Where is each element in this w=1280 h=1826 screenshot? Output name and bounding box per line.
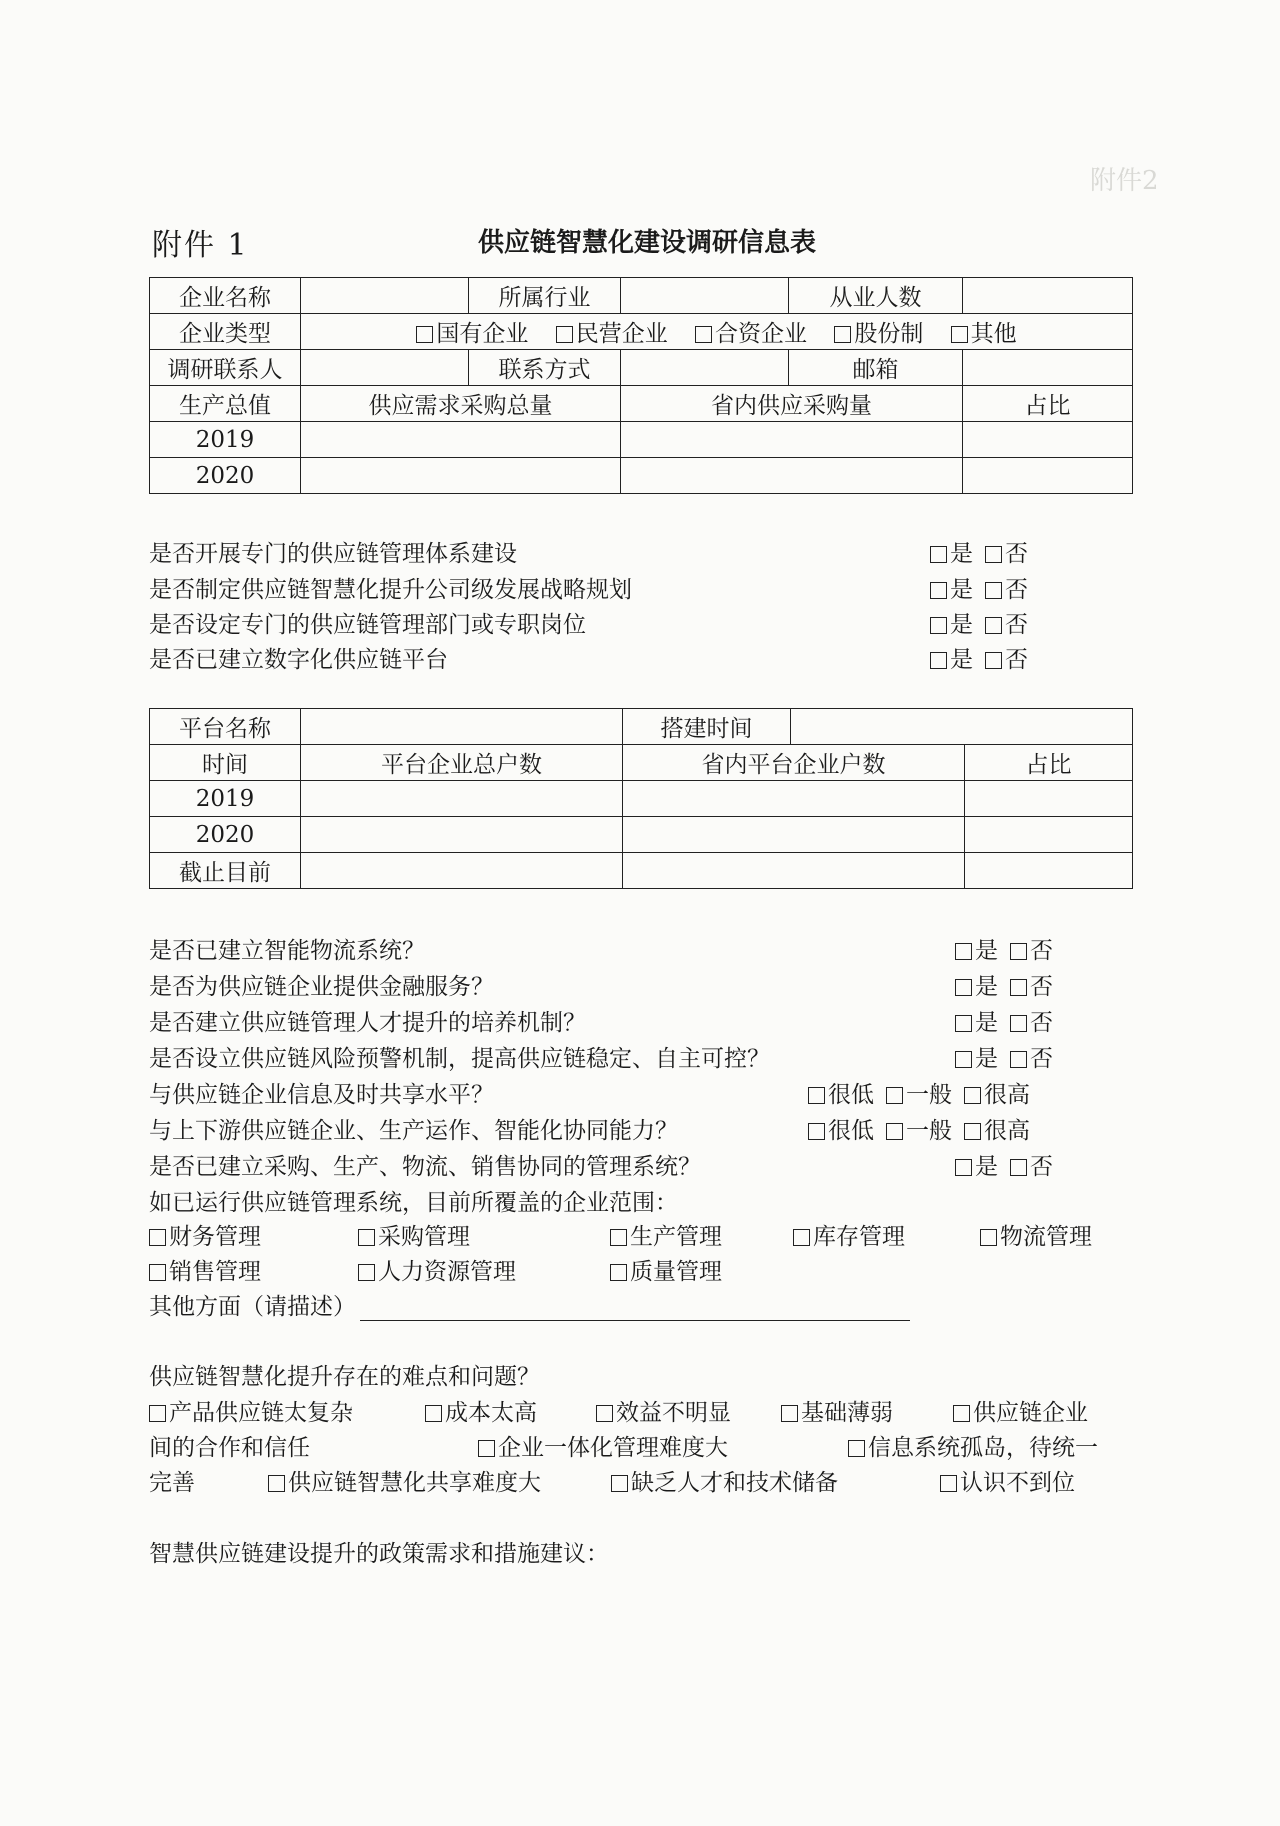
option-no[interactable]: 否 bbox=[1010, 938, 1053, 964]
checkbox-icon[interactable] bbox=[425, 1405, 442, 1422]
employees-field[interactable] bbox=[963, 278, 1133, 314]
checkbox-icon[interactable] bbox=[930, 582, 947, 599]
answer-group bbox=[930, 535, 1028, 568]
platform-ratio-cell[interactable] bbox=[965, 853, 1133, 889]
platform-province-label: 省内平台企业户数 bbox=[623, 745, 965, 781]
province-purchase-2019[interactable] bbox=[621, 422, 963, 458]
answer-group bbox=[955, 1148, 1053, 1181]
company-name-field[interactable] bbox=[301, 278, 469, 314]
total-purchase-label: 供应需求采购总量 bbox=[301, 386, 621, 422]
checkbox-icon[interactable] bbox=[955, 1159, 972, 1176]
email-field[interactable] bbox=[963, 350, 1133, 386]
checkbox-icon[interactable] bbox=[1010, 943, 1027, 960]
checkbox-icon[interactable] bbox=[886, 1123, 903, 1140]
difficulty-option-info-silo[interactable]: 信息系统孤岛，待统一 bbox=[848, 1429, 1098, 1462]
option-yes[interactable]: 是 bbox=[955, 974, 998, 1000]
company-type-label: 企业类型 bbox=[150, 314, 301, 350]
checkbox-icon[interactable] bbox=[985, 546, 1002, 563]
answer-group bbox=[930, 571, 1028, 604]
difficulty-option-foundation[interactable]: 基础薄弱 bbox=[781, 1394, 893, 1427]
province-purchase-label: 省内供应采购量 bbox=[621, 386, 963, 422]
option-no[interactable]: 否 bbox=[1010, 1046, 1053, 1072]
email-label: 邮箱 bbox=[789, 350, 963, 386]
question-mgmt-system-coord: 是否已建立采购、生产、物流、销售协同的管理系统？ bbox=[149, 1154, 701, 1180]
coverage-option-purchasing[interactable]: 采购管理 bbox=[358, 1218, 470, 1251]
checkbox-icon[interactable] bbox=[149, 1405, 166, 1422]
checkbox-icon[interactable] bbox=[610, 1264, 627, 1281]
coverage-option-hr[interactable]: 人力资源管理 bbox=[358, 1253, 516, 1286]
option-very-low[interactable]: 很低 bbox=[808, 1118, 874, 1144]
checkbox-icon[interactable] bbox=[834, 326, 851, 343]
row-label: 截止目前 bbox=[150, 853, 301, 889]
coverage-option-finance[interactable]: 财务管理 bbox=[149, 1218, 261, 1251]
checkbox-icon[interactable] bbox=[980, 1229, 997, 1246]
difficulty-question: 供应链智慧化提升存在的难点和问题？ bbox=[149, 1364, 540, 1390]
difficulty-option-complex[interactable]: 产品供应链太复杂 bbox=[149, 1394, 353, 1427]
question-strategy: 是否制定供应链智慧化提升公司级发展战略规划 bbox=[149, 577, 632, 603]
option-yes[interactable]: 是 bbox=[930, 612, 973, 638]
checkbox-icon[interactable] bbox=[930, 546, 947, 563]
answer-group bbox=[808, 1112, 1030, 1145]
answer-group bbox=[808, 1076, 1030, 1109]
platform-province-cell[interactable] bbox=[623, 781, 965, 817]
total-purchase-2019[interactable] bbox=[301, 422, 621, 458]
option-no[interactable]: 否 bbox=[985, 647, 1028, 673]
option-very-low[interactable]: 很低 bbox=[808, 1082, 874, 1108]
checkbox-icon[interactable] bbox=[611, 1475, 628, 1492]
option-very-high[interactable]: 很高 bbox=[964, 1118, 1030, 1144]
platform-province-cell[interactable] bbox=[623, 817, 965, 853]
policy-answer-area[interactable] bbox=[149, 1575, 1129, 1755]
ratio-2019[interactable] bbox=[963, 422, 1133, 458]
question-talent: 是否建立供应链管理人才提升的培养机制？ bbox=[149, 1010, 586, 1036]
difficulty-option-talent[interactable]: 缺乏人才和技术储备 bbox=[611, 1464, 838, 1497]
checkbox-icon[interactable] bbox=[886, 1087, 903, 1104]
coverage-option-sales[interactable]: 销售管理 bbox=[149, 1253, 261, 1286]
platform-province-cell[interactable] bbox=[623, 853, 965, 889]
checkbox-icon[interactable] bbox=[940, 1475, 957, 1492]
platform-total-label: 平台企业总户数 bbox=[301, 745, 623, 781]
time-label: 时间 bbox=[150, 745, 301, 781]
coverage-option-production[interactable]: 生产管理 bbox=[610, 1218, 722, 1251]
type-option-jv[interactable]: 合资企业 bbox=[695, 315, 807, 348]
checkbox-icon[interactable] bbox=[695, 326, 712, 343]
ratio-2020[interactable] bbox=[963, 458, 1133, 494]
platform-name-field[interactable] bbox=[301, 709, 623, 745]
answer-group bbox=[955, 1004, 1053, 1037]
checkbox-icon[interactable] bbox=[808, 1123, 825, 1140]
checkbox-icon[interactable] bbox=[985, 617, 1002, 634]
checkbox-icon[interactable] bbox=[955, 1015, 972, 1032]
difficulty-option-info-silo-cont: 完善 bbox=[149, 1470, 195, 1496]
difficulty-option-integration[interactable]: 企业一体化管理难度大 bbox=[478, 1429, 728, 1462]
policy-question: 智慧供应链建设提升的政策需求和措施建议： bbox=[149, 1541, 609, 1567]
checkbox-icon[interactable] bbox=[955, 943, 972, 960]
platform-total-cell[interactable] bbox=[301, 853, 623, 889]
option-no[interactable]: 否 bbox=[1010, 1154, 1053, 1180]
company-type-options bbox=[301, 314, 1133, 350]
platform-name-label: 平台名称 bbox=[150, 709, 301, 745]
contact-person-label: 调研联系人 bbox=[150, 350, 301, 386]
option-yes[interactable]: 是 bbox=[955, 1154, 998, 1180]
difficulty-option-sharing[interactable]: 供应链智慧化共享难度大 bbox=[268, 1464, 541, 1497]
industry-field[interactable] bbox=[621, 278, 789, 314]
output-label: 生产总值 bbox=[150, 386, 301, 422]
option-yes[interactable]: 是 bbox=[930, 577, 973, 603]
platform-total-cell[interactable] bbox=[301, 781, 623, 817]
question-finance: 是否为供应链企业提供金融服务？ bbox=[149, 974, 494, 1000]
checkbox-icon[interactable] bbox=[478, 1440, 495, 1457]
checkbox-icon[interactable] bbox=[1010, 979, 1027, 996]
platform-table bbox=[149, 708, 1133, 889]
option-no[interactable]: 否 bbox=[1010, 974, 1053, 1000]
build-time-field[interactable] bbox=[791, 709, 1133, 745]
checkbox-icon[interactable] bbox=[951, 326, 968, 343]
total-purchase-2020[interactable] bbox=[301, 458, 621, 494]
option-yes[interactable]: 是 bbox=[955, 938, 998, 964]
option-average[interactable]: 一般 bbox=[886, 1118, 952, 1144]
type-option-shareholding[interactable]: 股份制 bbox=[834, 315, 923, 348]
attachment-label: 附件 1 bbox=[152, 228, 249, 263]
contact-method-field[interactable] bbox=[621, 350, 789, 386]
platform-ratio-cell[interactable] bbox=[965, 781, 1133, 817]
checkbox-icon[interactable] bbox=[953, 1405, 970, 1422]
checkbox-icon[interactable] bbox=[358, 1229, 375, 1246]
type-option-state[interactable]: 国有企业 bbox=[416, 315, 528, 348]
checkbox-icon[interactable] bbox=[985, 652, 1002, 669]
option-yes[interactable]: 是 bbox=[955, 1010, 998, 1036]
checkbox-icon[interactable] bbox=[1010, 1051, 1027, 1068]
answer-group bbox=[930, 606, 1028, 639]
option-no[interactable]: 否 bbox=[1010, 1010, 1053, 1036]
build-time-label: 搭建时间 bbox=[623, 709, 791, 745]
checkbox-icon[interactable] bbox=[848, 1440, 865, 1457]
question-logistics: 是否已建立智能物流系统？ bbox=[149, 938, 425, 964]
difficulty-option-cost[interactable]: 成本太高 bbox=[425, 1394, 537, 1427]
row-label: 2020 bbox=[150, 817, 301, 853]
checkbox-icon[interactable] bbox=[1010, 1015, 1027, 1032]
contact-person-field[interactable] bbox=[301, 350, 469, 386]
year-cell: 2020 bbox=[150, 458, 301, 494]
other-label: 其他方面（请描述） bbox=[149, 1294, 356, 1320]
checkbox-icon[interactable] bbox=[149, 1264, 166, 1281]
difficulty-option-cooperation[interactable]: 供应链企业 bbox=[953, 1394, 1088, 1427]
platform-ratio-label: 占比 bbox=[965, 745, 1133, 781]
question-department: 是否设定专门的供应链管理部门或专职岗位 bbox=[149, 612, 586, 638]
difficulty-option-cooperation-cont: 间的合作和信任 bbox=[149, 1435, 310, 1461]
year-cell: 2019 bbox=[150, 422, 301, 458]
checkbox-icon[interactable] bbox=[930, 652, 947, 669]
type-option-other[interactable]: 其他 bbox=[951, 315, 1017, 348]
ratio-label: 占比 bbox=[963, 386, 1133, 422]
coverage-option-inventory[interactable]: 库存管理 bbox=[793, 1218, 905, 1251]
coverage-option-quality[interactable]: 质量管理 bbox=[610, 1253, 722, 1286]
difficulty-option-awareness[interactable]: 认识不到位 bbox=[940, 1464, 1075, 1497]
checkbox-icon[interactable] bbox=[596, 1405, 613, 1422]
contact-method-label: 联系方式 bbox=[469, 350, 621, 386]
page-title: 供应链智慧化建设调研信息表 bbox=[478, 228, 817, 258]
checkbox-icon[interactable] bbox=[955, 1051, 972, 1068]
coverage-other bbox=[149, 1288, 910, 1321]
checkbox-icon[interactable] bbox=[808, 1087, 825, 1104]
option-no[interactable]: 否 bbox=[985, 541, 1028, 567]
answer-group bbox=[930, 641, 1028, 674]
option-no[interactable]: 否 bbox=[985, 577, 1028, 603]
checkbox-icon[interactable] bbox=[556, 326, 573, 343]
checkbox-icon[interactable] bbox=[1010, 1159, 1027, 1176]
option-yes[interactable]: 是 bbox=[955, 1046, 998, 1072]
checkbox-icon[interactable] bbox=[964, 1087, 981, 1104]
checkbox-icon[interactable] bbox=[930, 617, 947, 634]
option-no[interactable]: 否 bbox=[985, 612, 1028, 638]
checkbox-icon[interactable] bbox=[955, 979, 972, 996]
option-average[interactable]: 一般 bbox=[886, 1082, 952, 1108]
province-purchase-2020[interactable] bbox=[621, 458, 963, 494]
company-name-label: 企业名称 bbox=[150, 278, 301, 314]
checkbox-icon[interactable] bbox=[964, 1123, 981, 1140]
question-mgmt-system: 是否开展专门的供应链管理体系建设 bbox=[149, 541, 517, 567]
option-yes[interactable]: 是 bbox=[930, 541, 973, 567]
coverage-option-logistics[interactable]: 物流管理 bbox=[980, 1218, 1092, 1251]
option-very-high[interactable]: 很高 bbox=[964, 1082, 1030, 1108]
bleed-through-text: 附件2 bbox=[1090, 166, 1159, 196]
checkbox-icon[interactable] bbox=[416, 326, 433, 343]
answer-group bbox=[955, 932, 1053, 965]
row-label: 2019 bbox=[150, 781, 301, 817]
company-info-table bbox=[149, 277, 1133, 494]
question-collaboration: 与上下游供应链企业、生产运作、智能化协同能力？ bbox=[149, 1118, 678, 1144]
checkbox-icon[interactable] bbox=[610, 1229, 627, 1246]
answer-group bbox=[955, 1040, 1053, 1073]
industry-label: 所属行业 bbox=[469, 278, 621, 314]
question-platform: 是否已建立数字化供应链平台 bbox=[149, 647, 448, 673]
coverage-question: 如已运行供应链管理系统，目前所覆盖的企业范围： bbox=[149, 1190, 678, 1216]
difficulty-option-benefit[interactable]: 效益不明显 bbox=[596, 1394, 731, 1427]
question-info-sharing: 与供应链企业信息及时共享水平？ bbox=[149, 1082, 494, 1108]
option-yes[interactable]: 是 bbox=[930, 647, 973, 673]
question-risk: 是否设立供应链风险预警机制，提高供应链稳定、自主可控？ bbox=[149, 1046, 770, 1072]
platform-ratio-cell[interactable] bbox=[965, 817, 1133, 853]
platform-total-cell[interactable] bbox=[301, 817, 623, 853]
checkbox-icon[interactable] bbox=[793, 1229, 810, 1246]
checkbox-icon[interactable] bbox=[358, 1264, 375, 1281]
checkbox-icon[interactable] bbox=[985, 582, 1002, 599]
type-option-private[interactable]: 民营企业 bbox=[556, 315, 668, 348]
answer-group bbox=[955, 968, 1053, 1001]
checkbox-icon[interactable] bbox=[268, 1475, 285, 1492]
checkbox-icon[interactable] bbox=[149, 1229, 166, 1246]
other-description-field[interactable] bbox=[360, 1298, 910, 1321]
employees-label: 从业人数 bbox=[789, 278, 963, 314]
checkbox-icon[interactable] bbox=[781, 1405, 798, 1422]
